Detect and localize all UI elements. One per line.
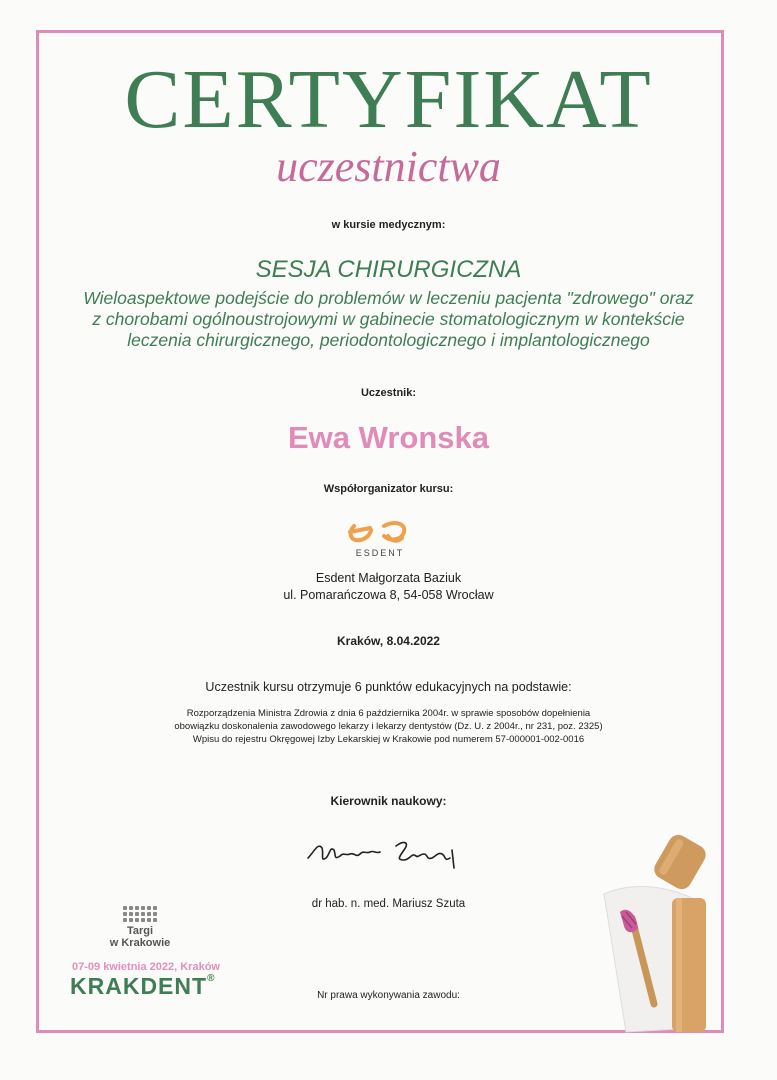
- toothbrush-illustration: [596, 828, 724, 1038]
- signature: [300, 828, 470, 883]
- esdent-logo: [340, 508, 420, 563]
- targi-logo: [100, 906, 180, 949]
- course-description-line: Wieloaspektowe podejście do problemów w leczeniu pacjenta "zdrowego" oraz: [83, 288, 694, 308]
- coorganizer-name: Esdent Małgorzata Baziuk: [315, 571, 462, 585]
- certificate-subtitle: uczestnictwa: [276, 142, 501, 191]
- scientific-director-name: dr hab. n. med. Mariusz Szuta: [311, 898, 466, 910]
- regulation-line: Rozporządzenia Ministra Zdrowia z dnia 6 października 2004r. w sprawie sposobów dopełnienia: [186, 708, 591, 719]
- certificate-title: CERTYFIKAT: [124, 53, 653, 146]
- event-name: KRAKDENT: [70, 973, 208, 999]
- event-name-logo: [70, 973, 215, 1000]
- coorganizer-address-block: [0, 570, 777, 604]
- coorganizer-address: ul. Pomarańczowa 8, 54-058 Wrocław: [283, 588, 494, 602]
- event-date: 07-09 kwietnia 2022, Kraków: [72, 961, 220, 973]
- course-label: w kursie medycznym:: [331, 219, 446, 231]
- regulations-block: [0, 707, 777, 746]
- targi-line2: w Krakowie: [109, 937, 171, 949]
- points-text: Uczestnik kursu otrzymuje 6 punktów edukacyjnych na podstawie:: [205, 680, 572, 694]
- license-label: Nr prawa wykonywania zawodu:: [317, 990, 460, 1001]
- regulation-line: Wpisu do rejestru Okręgowej Izby Lekarskiej w Krakowie pod numerem 57-000001-002-0016: [192, 734, 585, 745]
- regulation-line: obowiązku doskonalenia zawodowego lekarzy i lekarzy dentystów (Dz. U. z 2004r., nr 231, poz. 2325): [174, 721, 603, 732]
- participant-label: Uczestnik:: [360, 387, 417, 399]
- participant-name: Ewa Wronska: [287, 420, 489, 455]
- coorganizer-label: Współorganizator kursu:: [323, 483, 454, 495]
- trademark-symbol: ®: [207, 973, 216, 984]
- scientific-director-label: Kierownik naukowy:: [330, 794, 447, 808]
- place-date: Kraków, 8.04.2022: [337, 634, 440, 648]
- esdent-logo-text: ESDENT: [355, 548, 405, 558]
- course-description-line: leczenia chirurgicznego, periodontologicznego i implantologicznego: [127, 330, 650, 350]
- targi-dots-icon: [100, 906, 180, 922]
- targi-line1: Targi: [126, 925, 154, 937]
- course-description: [0, 288, 777, 351]
- course-description-line: z chorobami ogólnoustrojowymi w gabinecie stomatologicznym w kontekście: [92, 309, 685, 329]
- course-name: SESJA CHIRURGICZNA: [255, 256, 522, 283]
